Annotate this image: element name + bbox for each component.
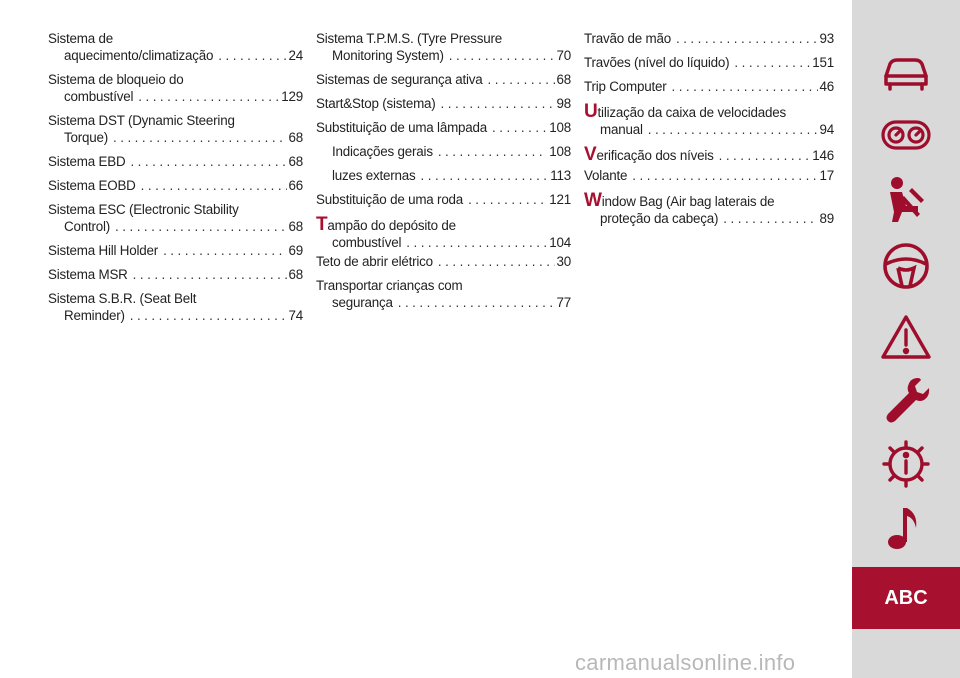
index-column-2 <box>316 30 571 318</box>
index-entry[interactable]: Transportar crianças com segurança ..... 77 <box>316 277 571 311</box>
seatbelt-passenger-icon[interactable] <box>880 174 932 226</box>
index-subentry[interactable]: luzes externas ..... 113 <box>316 167 571 184</box>
index-entry[interactable]: Sistema EOBD ..... 66 <box>48 177 303 194</box>
section-letter: U <box>584 101 598 122</box>
page-number: 68 <box>288 267 303 282</box>
index-entry[interactable]: Sistema S.B.R. (Seat Belt Reminder) ..... 74 <box>48 290 303 324</box>
index-entry[interactable]: Sistema MSR ..... 68 <box>48 266 303 283</box>
page-number: 146 <box>812 148 834 163</box>
page-number: 151 <box>812 55 834 70</box>
wrench-icon[interactable] <box>880 374 932 426</box>
index-entry[interactable]: Travões (nível do líquido) ..... 151 <box>584 54 834 71</box>
warning-triangle-icon[interactable] <box>880 312 932 364</box>
section-letter: V <box>584 144 597 165</box>
index-entry[interactable]: Sistema DST (Dynamic Steering Torque) ..... 68 <box>48 112 303 146</box>
index-entry[interactable]: Substituição de uma lâmpada ..... 108 <box>316 119 571 136</box>
index-entry[interactable]: Teto de abrir elétrico ..... 30 <box>316 253 571 270</box>
index-entry[interactable]: Volante ..... 17 <box>584 167 834 184</box>
section-letter: W <box>584 190 602 211</box>
index-entry[interactable]: Start&Stop (sistema) ..... 98 <box>316 95 571 112</box>
music-note-icon[interactable] <box>880 502 932 554</box>
dashboard-gauges-icon[interactable] <box>880 110 932 162</box>
tab-abc[interactable]: ABC <box>852 567 960 629</box>
chapter-sidebar <box>852 0 960 678</box>
page-number: 104 <box>549 235 571 250</box>
steering-wheel-icon[interactable] <box>880 240 932 292</box>
index-entry[interactable]: Sistema de bloqueio do combustível ..... 129 <box>48 71 303 105</box>
index-entry[interactable]: Sistema Hill Holder ..... 69 <box>48 242 303 259</box>
car-icon[interactable] <box>880 46 932 98</box>
page-number: 66 <box>288 178 303 193</box>
index-column-1 <box>48 30 303 331</box>
index-entry[interactable]: Utilização da caixa de velocidades manual ..... 94 <box>584 102 834 138</box>
page-number: 70 <box>556 48 571 63</box>
page-number: 68 <box>288 130 303 145</box>
page-number: 77 <box>556 295 571 310</box>
index-entry[interactable]: Trip Computer ..... 46 <box>584 78 834 95</box>
index-entry[interactable]: Sistemas de segurança ativa ..... 68 <box>316 71 571 88</box>
index-entry[interactable]: Sistema EBD ..... 68 <box>48 153 303 170</box>
page-number: 24 <box>288 48 303 63</box>
page-number: 108 <box>549 144 571 159</box>
page-number: 68 <box>288 219 303 234</box>
page-number: 30 <box>556 254 571 269</box>
page-number: 108 <box>549 120 571 135</box>
page-number: 89 <box>819 211 834 226</box>
page-number: 98 <box>556 96 571 111</box>
watermark: carmanualsonline.info <box>575 650 796 675</box>
index-subentry[interactable]: Indicações gerais ..... 108 <box>316 143 571 160</box>
index-column-3 <box>584 30 834 234</box>
index-entry[interactable]: Window Bag (Air bag laterais de proteção da cabeça) ..... 89 <box>584 191 834 227</box>
page-number: 69 <box>288 243 303 258</box>
page-number: 68 <box>288 154 303 169</box>
index-entry[interactable]: Sistema ESC (Electronic Stability Control) ..... 68 <box>48 201 303 235</box>
index-entry[interactable]: Sistema T.P.M.S. (Tyre Pressure Monitoring System) ..... 70 <box>316 30 571 64</box>
index-entry[interactable]: Sistema de aquecimento/climatização ..... 24 <box>48 30 303 64</box>
index-entry[interactable]: Substituição de uma roda ..... 121 <box>316 191 571 208</box>
index-entry[interactable]: Travão de mão ..... 93 <box>584 30 834 47</box>
page-number: 93 <box>819 31 834 46</box>
page-number: 74 <box>288 308 303 323</box>
page-number: 113 <box>550 168 571 183</box>
page-number: 94 <box>819 122 834 137</box>
index-entry[interactable]: Verificação dos níveis ..... 146 <box>584 145 834 164</box>
info-gear-icon[interactable] <box>880 438 932 490</box>
page-number: 129 <box>281 89 303 104</box>
page-number: 68 <box>556 72 571 87</box>
page-number: 17 <box>819 168 834 183</box>
index-entry[interactable]: Tampão do depósito de combustível ..... 104 <box>316 215 571 251</box>
page-number: 121 <box>549 192 571 207</box>
section-letter: T <box>316 214 328 235</box>
page-number: 46 <box>819 79 834 94</box>
